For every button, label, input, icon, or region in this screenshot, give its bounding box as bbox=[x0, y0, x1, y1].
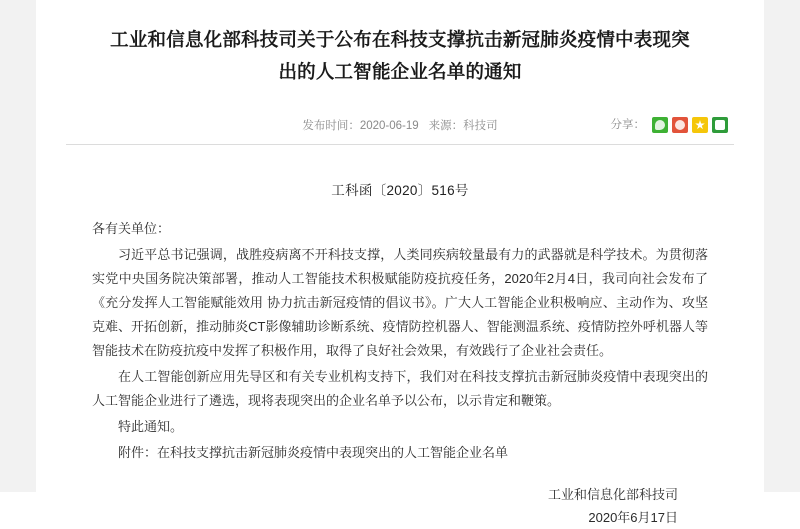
signature-block bbox=[66, 483, 734, 529]
signer-name: 工业和信息化部科技司 bbox=[547, 487, 678, 502]
publish-time-label: 发布时间： bbox=[302, 120, 360, 132]
body-paragraph: 特此通知。 bbox=[118, 419, 184, 434]
document-number: 工科函〔2020〕516号 bbox=[331, 183, 469, 198]
wechat-share-icon[interactable] bbox=[652, 117, 668, 133]
page-title: 工业和信息化部科技司关于公布在科技支撑抗击新冠肺炎疫情中表现突出的人工智能企业名单的通知 bbox=[110, 29, 690, 82]
publish-date: 2020-06-19 bbox=[359, 120, 419, 132]
article-meta bbox=[66, 114, 734, 138]
share-bar bbox=[611, 116, 729, 134]
qzone-share-icon[interactable] bbox=[692, 117, 708, 133]
salutation: 各有关单位： bbox=[92, 221, 171, 236]
weibo-share-icon[interactable] bbox=[672, 117, 688, 133]
page-left-margin bbox=[0, 0, 36, 492]
article-content bbox=[36, 0, 764, 525]
article-body bbox=[66, 217, 734, 465]
sign-date: 2020年6月17日 bbox=[588, 510, 678, 525]
body-paragraph: 在人工智能创新应用先导区和有关专业机构支持下，我们对在科技支撑抗击新冠肺炎疫情中表现突出的人工智能企业进行了遴选，现将表现突出的企业名单予以公布，以示肯定和鞭策。 bbox=[92, 369, 708, 408]
meta-divider bbox=[66, 144, 734, 145]
body-paragraph: 习近平总书记强调，战胜疫病离不开科技支撑，人类同疾病较量最有力的武器就是科学技术。为贯彻落实党中央国务院决策部署，推动人工智能技术积极赋能防疫抗疫任务，2020年2月4日，我司向社会发布了《充分发挥人工智能赋能效用 协力抗击新冠疫情的倡议书》。广大人工智能企业积极响应、主动作为、攻坚克难、开拓创新，推动肺炎CT影像辅助诊断系统、疫情防控机器人、智能测温系统、疫情防控外呼机器人等智能技术在防疫抗疫中发挥了积极作用，取得了良好社会效果，有效践行了企业社会责任。 bbox=[92, 247, 708, 358]
source-name: 科技司 bbox=[463, 120, 498, 132]
share-label: 分享： bbox=[610, 119, 645, 131]
more-share-icon[interactable] bbox=[712, 117, 728, 133]
attachment-line: 附件：在科技支撑抗击新冠肺炎疫情中表现突出的人工智能企业名单 bbox=[118, 445, 509, 460]
source-label: 来源： bbox=[428, 120, 464, 132]
page-right-margin bbox=[764, 0, 800, 492]
